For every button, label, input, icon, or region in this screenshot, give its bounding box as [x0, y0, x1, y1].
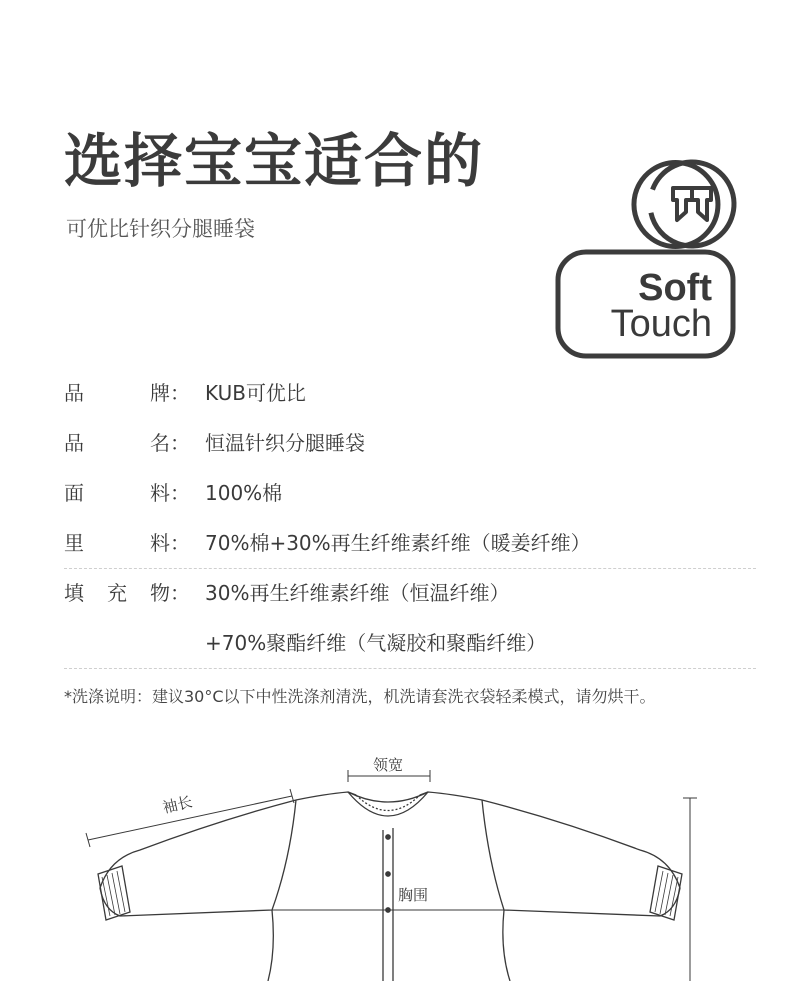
- spec-value: 100%棉: [205, 481, 283, 505]
- soft-touch-badge: [552, 152, 742, 364]
- collar-width-label: 领宽: [373, 756, 404, 774]
- spec-row-filling: [0, 578, 790, 608]
- spec-label: 品 名：: [64, 431, 190, 455]
- spec-value: 70%棉+30%再生纤维素纤维（暖姜纤维）: [205, 531, 591, 555]
- badge-line1: Soft: [638, 267, 712, 309]
- spec-label: 里 料：: [64, 531, 190, 555]
- spec-row-name: [0, 428, 790, 458]
- spec-label: 面 料：: [64, 481, 190, 505]
- spec-row-outer-fabric: [0, 478, 790, 508]
- shirt-icon: [634, 152, 742, 258]
- divider: [64, 568, 756, 569]
- spec-value: 30%再生纤维素纤维（恒温纤维）: [205, 581, 510, 605]
- spec-value: 恒温针织分腿睡袋: [205, 431, 365, 455]
- chest-label: 胸围: [398, 886, 429, 904]
- care-note: *洗涤说明：建议30°C以下中性洗涤剂清洗，机洗请套洗衣袋轻柔模式，请勿烘干。: [64, 687, 656, 706]
- spec-label: 填 充 物：: [64, 581, 190, 605]
- badge-line2: Touch: [610, 303, 712, 345]
- divider: [64, 668, 756, 669]
- spec-row-brand: [0, 378, 790, 408]
- spec-value: +70%聚酯纤维（气凝胶和聚酯纤维）: [205, 631, 547, 655]
- spec-label: 品 牌：: [64, 381, 190, 405]
- garment-outline: [98, 792, 682, 981]
- spec-row-filling-cont: [0, 628, 790, 658]
- garment-diagram: [0, 740, 790, 981]
- page-subtitle: 可优比针织分腿睡袋: [66, 217, 255, 241]
- spec-value: KUB可优比: [205, 381, 306, 405]
- sleeve-length-label: 袖长: [160, 792, 195, 817]
- page-title: 选择宝宝适合的: [64, 127, 485, 195]
- spec-row-lining: [0, 528, 790, 558]
